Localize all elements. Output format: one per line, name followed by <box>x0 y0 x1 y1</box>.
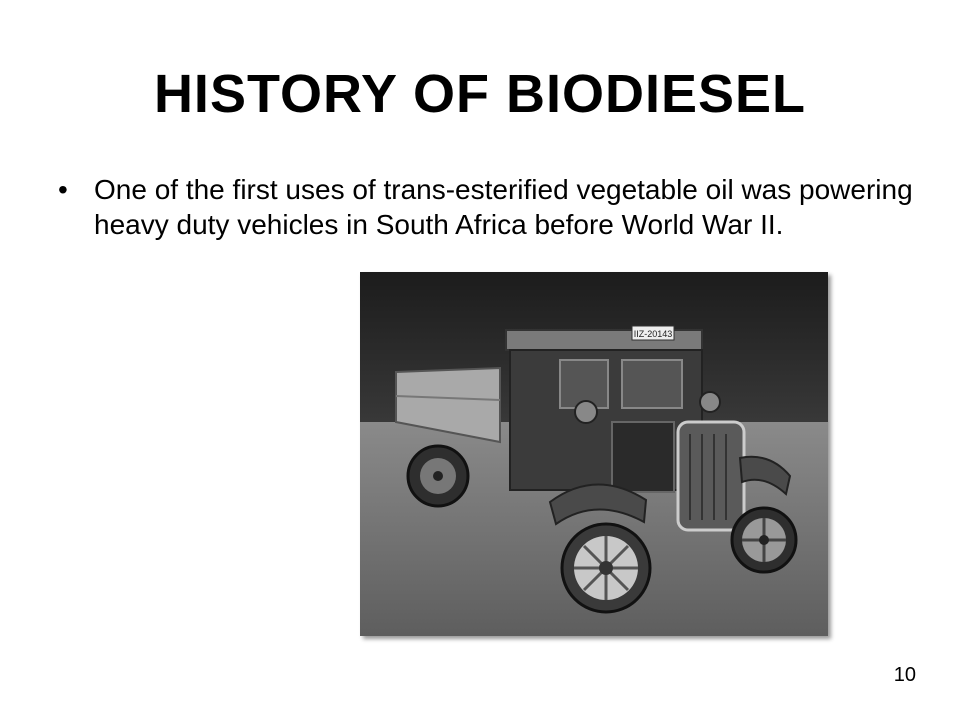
vintage-truck-photo <box>360 272 828 636</box>
license-plate-text: IIZ-20143 <box>633 329 673 339</box>
rear-wheel <box>408 446 468 506</box>
truck-illustration <box>360 272 828 636</box>
radiator-grille <box>678 422 744 530</box>
slide-title: HISTORY OF BIODIESEL <box>153 64 807 124</box>
bullet-text: One of the first uses of trans-esterified vegetable oil was powering heavy duty vehicles in South Africa before World War II. <box>94 174 913 240</box>
bullet-list <box>58 172 913 242</box>
headlamp-left <box>575 401 597 423</box>
page-number: 10 <box>893 664 916 686</box>
engine <box>612 422 674 492</box>
headlamp-right <box>700 392 720 412</box>
front-wheel-left <box>562 524 650 612</box>
bullet-item <box>58 172 913 242</box>
bullet-marker: • <box>58 174 68 205</box>
front-wheel-right <box>732 508 796 572</box>
